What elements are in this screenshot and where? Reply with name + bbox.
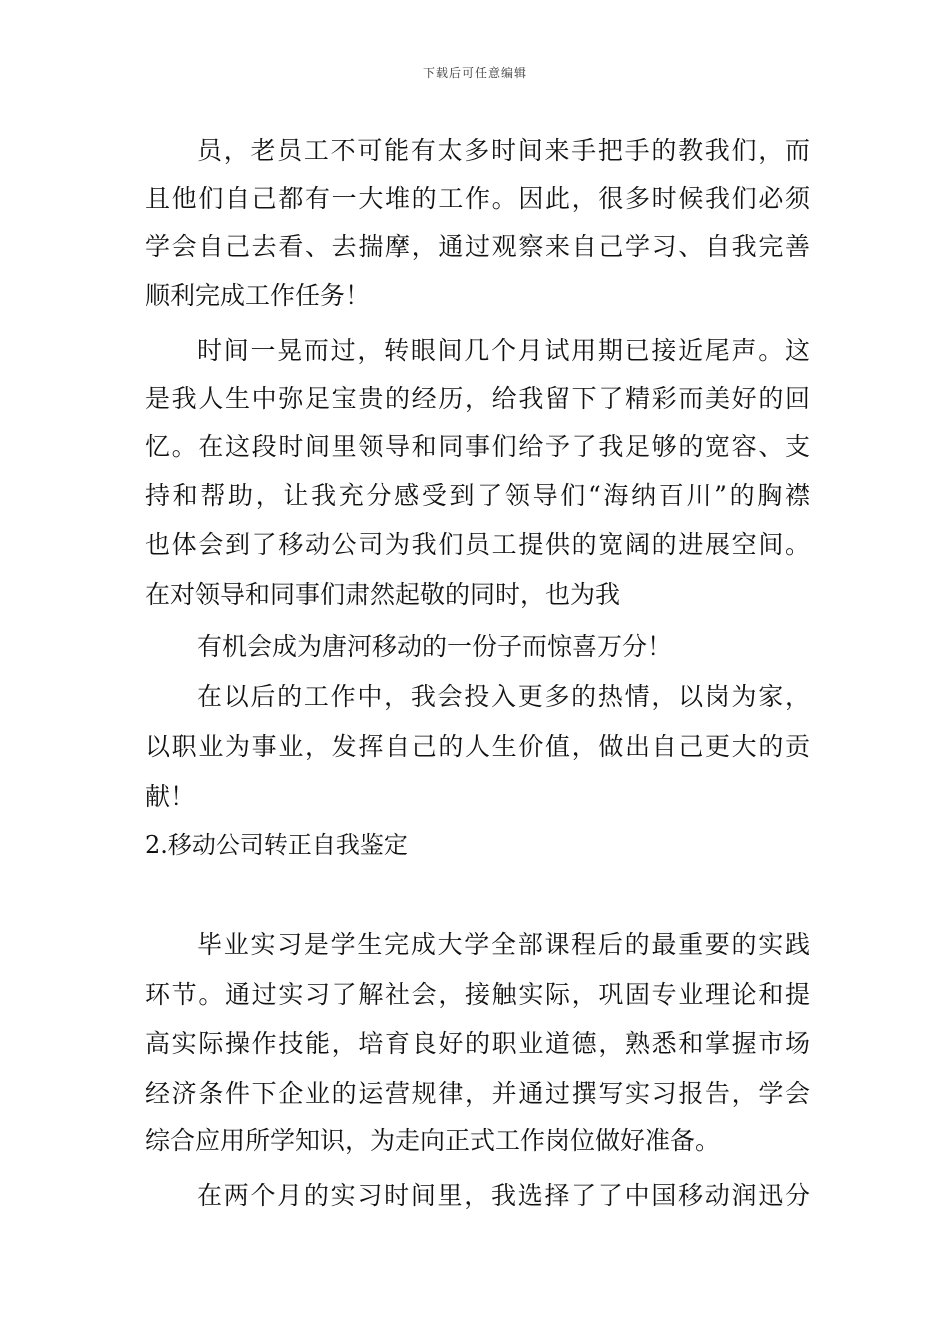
paragraph-line: 在以后的工作中，我会投入更多的热情，以岗为家， (197, 682, 810, 711)
paragraph-line: 毕业实习是学生完成大学全部课程后的最重要的实践 (197, 930, 810, 959)
paragraph-line: 学会自己去看、去揣摩，通过观察来自己学习、自我完善 (145, 232, 810, 261)
section-heading: 2.移动公司转正自我鉴定 (145, 831, 408, 859)
paragraph-line: 环节。通过实习了解社会，接触实际，巩固专业理论和提 (145, 980, 810, 1009)
paragraph-line: 是我人生中弥足宝贵的经历，给我留下了精彩而美好的回 (145, 384, 810, 413)
page-header-note: 下载后可任意编辑 (422, 66, 527, 80)
paragraph-line: 经济条件下企业的运营规律，并通过撰写实习报告，学会 (145, 1079, 810, 1108)
paragraph-line: 忆。在这段时间里领导和同事们给予了我足够的宽容、支 (145, 432, 810, 461)
paragraph-line: 综合应用所学知识，为走向正式工作岗位做好准备。 (145, 1126, 721, 1155)
paragraph-line: 在对领导和同事们肃然起敬的同时，也为我 (145, 580, 621, 609)
paragraph-line: 也体会到了移动公司为我们员工提供的宽阔的进展空间。 (145, 530, 810, 559)
paragraph-line: 时间一晃而过，转眼间几个月试用期已接近尾声。这 (197, 336, 810, 365)
paragraph-line: 以职业为事业，发挥自己的人生价值，做出自己更大的贡 (145, 732, 810, 761)
paragraph-line: 献！ (145, 782, 196, 811)
paragraph-line: 高实际操作技能，培育良好的职业道德，熟悉和掌握市场 (145, 1029, 810, 1058)
paragraph-line: 持和帮助，让我充分感受到了领导们“海纳百川”的胸襟 (145, 481, 810, 510)
paragraph-line: 有机会成为唐河移动的一份子而惊喜万分！ (197, 632, 673, 661)
paragraph-line: 且他们自己都有一大堆的工作。因此，很多时候我们必须 (145, 184, 810, 213)
paragraph-line: 员，老员工不可能有太多时间来手把手的教我们，而 (197, 136, 810, 165)
paragraph-line: 顺利完成工作任务！ (145, 281, 371, 310)
paragraph-line: 在两个月的实习时间里，我选择了了中国移动润迅分 (197, 1181, 810, 1210)
